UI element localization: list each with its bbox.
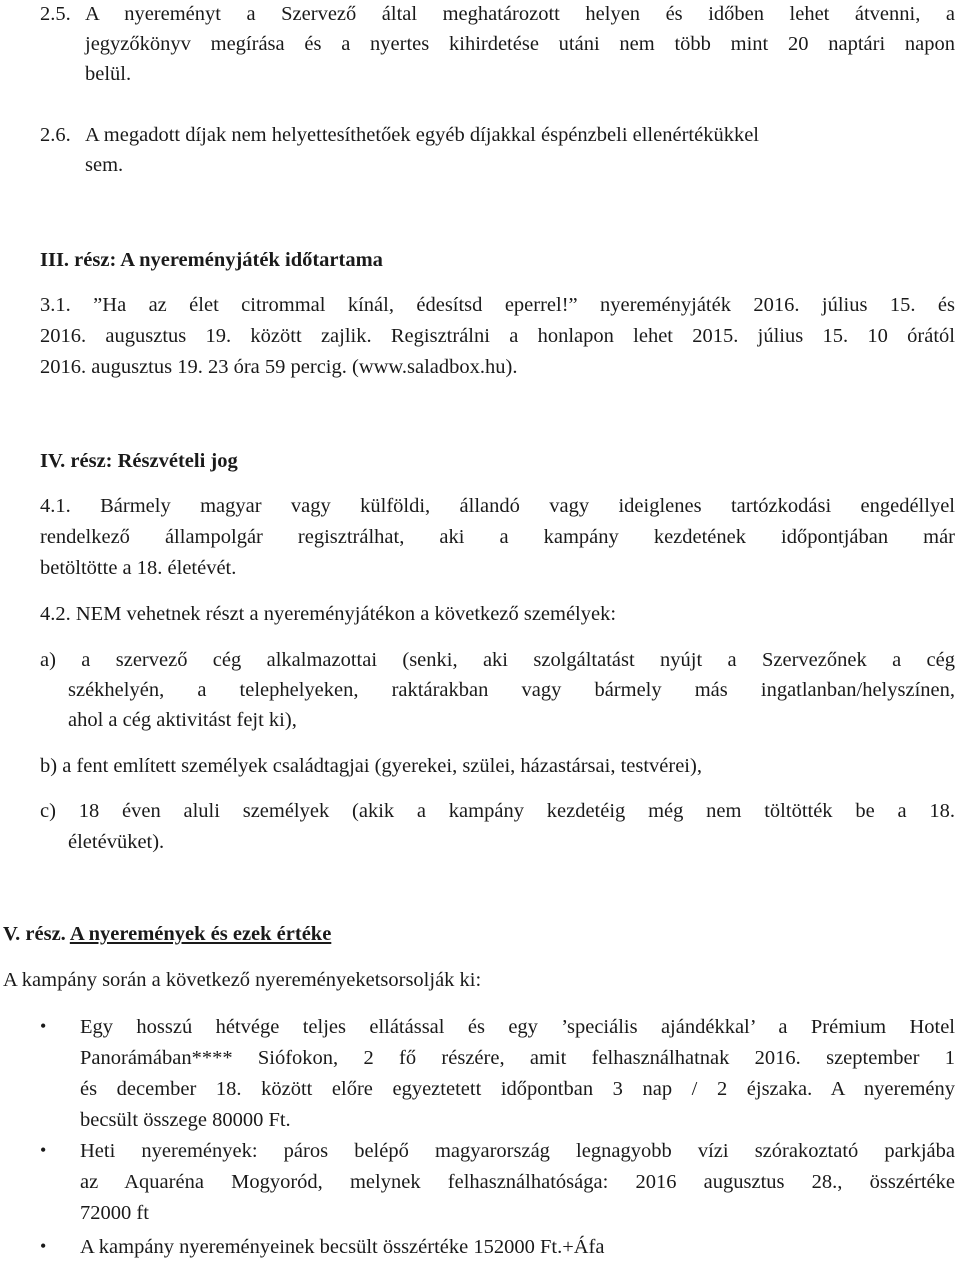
list-item-b: b) a fent említett személyek családtagjai (gyerekei, szülei, házastársai, testvérei),	[40, 755, 702, 777]
list-item-line: ahol a cég aktivitást fejt ki),	[68, 709, 297, 731]
bullet-line: és december 18. között előre egyeztetett időpontban 3 nap / 2 éjszaka. A nyeremény	[80, 1078, 955, 1100]
section-heading-title: A nyeremények és ezek értéke	[69, 923, 332, 945]
bullet-icon: •	[40, 1236, 47, 1256]
paragraph-line: 2016. augusztus 19. között zajlik. Regisztrálni a honlapon lehet 2015. július 15. 10 órától	[40, 325, 955, 347]
section-heading: III. rész: A nyereményjáték időtartama	[40, 249, 383, 271]
paragraph-line: A nyereményt a Szervező által meghatározott helyen és időben lehet átvenni, a	[85, 3, 955, 25]
bullet-line: Heti nyeremények: páros belépő magyarország legnagyobb vízi szórakoztató parkjába	[80, 1140, 955, 1162]
paragraph-4-2: 4.2. NEM vehetnek részt a nyereményjátékon a következő személyek:	[40, 603, 617, 625]
list-item-line: életévüket).	[68, 831, 165, 853]
bullet-line: 72000 ft	[80, 1202, 149, 1224]
intro-text: A kampány során a következő nyereményeketsorsolják ki:	[3, 969, 482, 991]
paragraph-line: 3.1. ”Ha az élet citrommal kínál, édesítsd eperrel!” nyereményjáték 2016. július 15. és	[40, 294, 955, 316]
bullet-line: becsült összege 80000 Ft.	[80, 1109, 291, 1131]
bullet-line: az Aquaréna Mogyoród, melynek felhasználhatósága: 2016 augusztus 28., összértéke	[80, 1171, 955, 1193]
list-item-line: c) 18 éven aluli személyek (akik a kampány kezdetéig még nem töltötték be a 18.	[40, 800, 955, 822]
paragraph-line: jegyzőkönyv megírása és a nyertes kihirdetése utáni nem több mint 20 naptári napon	[85, 33, 955, 55]
paragraph-line: sem.	[85, 154, 124, 176]
paragraph-line: rendelkező állampolgár regisztrálhat, aki a kampány kezdetének időpontjában már	[40, 526, 955, 548]
paragraph-number: 2.6.	[40, 124, 71, 146]
paragraph-line: belül.	[85, 63, 132, 85]
section-heading-prefix: V. rész.	[3, 923, 70, 945]
paragraph-line: 2016. augusztus 19. 23 óra 59 percig. (www.saladbox.hu).	[40, 356, 518, 378]
section-heading: IV. rész: Részvételi jog	[40, 450, 238, 472]
paragraph-line: A megadott díjak nem helyettesíthetőek egyéb díjakkal éspénzbeli ellenértékükkel	[85, 124, 759, 146]
section-heading	[3, 924, 331, 945]
bullet-line: Egy hosszú hétvége teljes ellátással és egy ’speciális ajándékkal’ a Prémium Hotel	[80, 1016, 955, 1038]
bullet-line: Panorámában**** Siófokon, 2 fő részére, amit felhasználhatnak 2016. szeptember 1	[80, 1047, 955, 1069]
list-item-line: székhelyén, a telephelyeken, raktárakban vagy bármely más ingatlanban/helyszínen,	[68, 679, 955, 701]
bullet-icon: •	[40, 1140, 47, 1160]
paragraph-line: 4.1. Bármely magyar vagy külföldi, állandó vagy ideiglenes tartózkodási engedéllyel	[40, 495, 955, 517]
paragraph-line: betöltötte a 18. életévét.	[40, 557, 237, 579]
paragraph-number: 2.5.	[40, 3, 71, 25]
bullet-line: A kampány nyereményeinek becsült összértéke 152000 Ft.+Áfa	[80, 1236, 605, 1258]
list-item-line: a) a szervező cég alkalmazottai (senki, aki szolgáltatást nyújt a Szervezőnek a cég	[40, 649, 955, 671]
bullet-icon: •	[40, 1016, 47, 1036]
